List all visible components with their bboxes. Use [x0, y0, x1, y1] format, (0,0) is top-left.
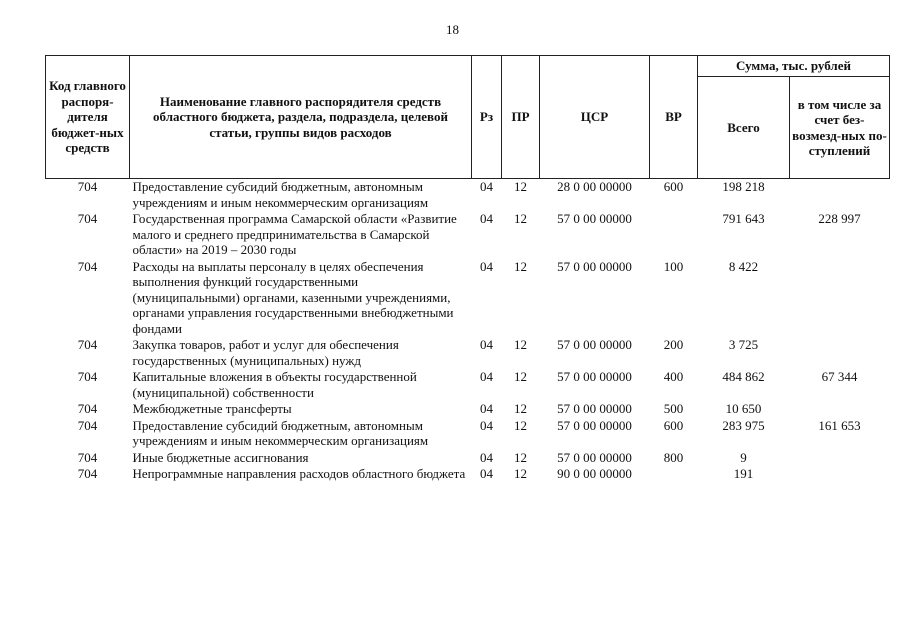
- cell-total: 8 422: [728, 258, 759, 274]
- cell-vr: 500: [663, 401, 684, 416]
- header-total: Всего: [698, 77, 790, 179]
- cell-incl: 161 653: [818, 417, 861, 433]
- cell-pr: 12: [514, 211, 527, 226]
- cell-total: 283 975: [722, 417, 765, 433]
- cell-rz: 04: [480, 179, 493, 194]
- cell-pr: 12: [514, 179, 527, 194]
- cell-kod: 704: [77, 401, 98, 416]
- cell-incl: 228 997: [818, 211, 861, 226]
- page-number: 18: [446, 22, 459, 37]
- cell-name: Государственная программа Самарской области «Развитие малого и среднего предпринимательства в Самарской области» на 2019 – 2030 годы: [132, 211, 457, 257]
- cell-kod: 704: [77, 417, 98, 433]
- cell-pr: 12: [514, 369, 527, 384]
- cell-rz: 04: [480, 211, 493, 226]
- cell-vr: 600: [663, 179, 684, 194]
- header-kod: Код главного распоря-дителя бюджет-ных средств: [46, 56, 130, 179]
- table-row: [46, 401, 890, 418]
- cell-vr: 100: [663, 258, 684, 274]
- table-header: [46, 56, 890, 179]
- cell-name: Иные бюджетные ассигнования: [132, 449, 309, 465]
- cell-name: Предоставление субсидий бюджетным, автономным учреждениям и иным некоммерческим организациям: [132, 417, 429, 448]
- cell-name: Капитальные вложения в объекты государственной (муниципальной) собственности: [132, 369, 417, 400]
- cell-rz: 04: [480, 449, 493, 465]
- cell-incl: 67 344: [821, 369, 858, 384]
- cell-total: 191: [733, 466, 754, 481]
- cell-total: 791 643: [722, 211, 765, 226]
- cell-total: 484 862: [722, 369, 765, 384]
- cell-rz: 04: [480, 466, 493, 481]
- table-row: [46, 211, 890, 259]
- cell-kod: 704: [77, 466, 98, 481]
- cell-csr: 57 0 00 00000: [557, 401, 632, 416]
- cell-pr: 12: [514, 466, 527, 481]
- cell-vr: 400: [663, 369, 684, 384]
- cell-csr: 57 0 00 00000: [557, 417, 632, 433]
- table-row: [46, 369, 890, 401]
- header-incl: в том числе за счет без-возмезд-ных по-ступлений: [790, 77, 890, 179]
- cell-csr: 57 0 00 00000: [557, 211, 632, 226]
- cell-csr: 57 0 00 00000: [557, 337, 632, 352]
- budget-table: [45, 55, 890, 483]
- cell-csr: 90 0 00 00000: [557, 466, 632, 481]
- cell-name: Расходы на выплаты персоналу в целях обеспечения выполнения функций государственными (муниципальными) органами, казенными учреждениями, органами управления государственными внебюджетными фондами: [132, 258, 454, 336]
- cell-incl: [790, 259, 890, 338]
- cell-total: 3 725: [728, 337, 759, 352]
- cell-total: 9: [740, 449, 747, 465]
- cell-incl: [790, 450, 890, 467]
- cell-incl: [790, 466, 890, 483]
- table-row: [46, 337, 890, 369]
- header-vr: ВР: [650, 56, 698, 179]
- cell-csr: 57 0 00 00000: [557, 449, 632, 465]
- cell-vr: 200: [663, 337, 684, 352]
- cell-name: Закупка товаров, работ и услуг для обеспечения государственных (муниципальных) нужд: [132, 337, 399, 368]
- cell-rz: 04: [480, 258, 493, 274]
- table-row: [46, 466, 890, 483]
- cell-pr: 12: [514, 417, 527, 433]
- table-row: [46, 259, 890, 338]
- cell-name: Непрограммные направления расходов областного бюджета: [132, 466, 466, 481]
- cell-rz: 04: [480, 401, 493, 416]
- header-sum: Сумма, тыс. рублей: [698, 56, 890, 77]
- cell-kod: 704: [77, 337, 98, 352]
- cell-incl: [790, 401, 890, 418]
- cell-csr: 28 0 00 00000: [557, 179, 632, 194]
- cell-vr: [650, 466, 698, 483]
- header-name: Наименование главного распорядителя средств областного бюджета, раздела, подраздела, целевой статьи, группы видов расходов: [130, 56, 472, 179]
- cell-incl: [790, 179, 890, 212]
- cell-kod: 704: [77, 258, 98, 274]
- cell-rz: 04: [480, 369, 493, 384]
- cell-vr: 800: [663, 449, 684, 465]
- cell-name: Предоставление субсидий бюджетным, автономным учреждениям и иным некоммерческим организациям: [132, 179, 429, 210]
- cell-pr: 12: [514, 449, 527, 465]
- cell-pr: 12: [514, 337, 527, 352]
- cell-kod: 704: [77, 179, 98, 194]
- header-rz: Рз: [472, 56, 502, 179]
- table-row: [46, 450, 890, 467]
- cell-name: Межбюджетные трансферты: [132, 401, 292, 416]
- cell-csr: 57 0 00 00000: [557, 369, 632, 384]
- cell-kod: 704: [77, 211, 98, 226]
- cell-vr: 600: [663, 417, 684, 433]
- header-pr: ПР: [502, 56, 540, 179]
- cell-csr: 57 0 00 00000: [557, 258, 632, 274]
- cell-rz: 04: [480, 337, 493, 352]
- cell-kod: 704: [77, 369, 98, 384]
- table-row: [46, 418, 890, 450]
- cell-pr: 12: [514, 258, 527, 274]
- table-body: [46, 179, 890, 483]
- header-csr: ЦСР: [540, 56, 650, 179]
- table-row: [46, 179, 890, 212]
- cell-total: 10 650: [725, 401, 762, 416]
- cell-pr: 12: [514, 401, 527, 416]
- cell-vr: [650, 211, 698, 259]
- cell-kod: 704: [77, 449, 98, 465]
- cell-incl: [790, 337, 890, 369]
- cell-total: 198 218: [722, 179, 765, 194]
- cell-rz: 04: [480, 417, 493, 433]
